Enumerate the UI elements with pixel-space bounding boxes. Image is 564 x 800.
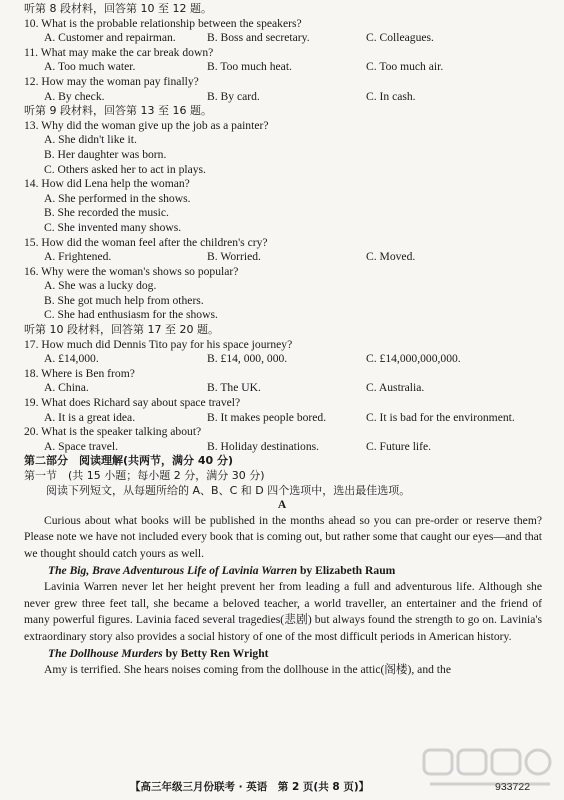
- q20-option-c: C. Future life.: [366, 439, 432, 453]
- q18-option-c: C. Australia.: [366, 381, 425, 395]
- q10-option-c: C. Colleagues.: [366, 31, 434, 45]
- question-15: 15. How did the woman feel after the children's cry?: [24, 235, 268, 249]
- question-17: 17. How much did Dennis Tito pay for his space journey?: [24, 337, 293, 351]
- q19-option-c: C. It is bad for the environment.: [366, 410, 515, 424]
- question-11-options: [0, 60, 564, 75]
- book-1-description: Lavinia Warren never let her height prevent her from leading a full and adventurous life. Although she never grew three feet tall, she became a beloved teacher, a world traveller, an entertainer and the friend of many powerful figures. Lavinia faced several tragedies(悲剧) but always found the strength to go on. Lavinia's extraordinary story also provides a social history of one of the most difficult periods in American history.: [24, 580, 542, 643]
- question-18: 18. Where is Ben from?: [24, 366, 135, 380]
- question-11: 11. What may make the car break down?: [24, 45, 214, 59]
- q19-option-b: B. It makes people bored.: [207, 410, 327, 424]
- question-20: 20. What is the speaker talking about?: [24, 425, 202, 439]
- question-19: 19. What does Richard say about space travel?: [24, 396, 241, 410]
- book-2-title: The Dollhouse Murders: [48, 646, 163, 660]
- q16-option-b: B. She got much help from others.: [44, 293, 204, 307]
- question-18-options: [0, 381, 564, 396]
- part-2-heading: 第二部分 阅读理解(共两节，满分 40 分): [24, 454, 234, 468]
- question-20-options: [0, 440, 564, 455]
- question-16: 16. Why were the woman's shows so popular?: [24, 264, 239, 278]
- q16-option-a: A. She was a lucky dog.: [44, 279, 157, 293]
- passage-a: [0, 513, 564, 679]
- question-14: 14. How did Lena help the woman?: [24, 177, 190, 191]
- watermark-logo-icon: [420, 746, 560, 794]
- section-8-instruction: 听第 8 段材料，回答第 10 至 12 题。: [24, 2, 212, 15]
- q12-option-a: A. By check.: [44, 89, 105, 103]
- question-12: 12. How may the woman pay finally?: [24, 74, 199, 88]
- q11-option-c: C. Too much air.: [366, 60, 444, 74]
- q17-option-b: B. £14, 000, 000.: [207, 352, 288, 366]
- passage-label: A: [277, 498, 287, 512]
- q15-option-c: C. Moved.: [366, 250, 416, 264]
- q13-option-a: A. She didn't like it.: [44, 133, 137, 147]
- footer-text: 【高三年级三月份联考 · 英语 第 2 页(共 8 页)】: [130, 781, 370, 793]
- question-12-options: [0, 90, 564, 105]
- question-10: 10. What is the probable relationship between the speakers?: [24, 16, 302, 30]
- book-1-author: by Elizabeth Raum: [297, 563, 396, 577]
- q20-option-b: B. Holiday destinations.: [207, 439, 320, 453]
- book-1-heading: [24, 563, 542, 580]
- section-10-instruction: 听第 10 段材料，回答第 17 至 20 题。: [24, 323, 219, 337]
- q10-option-b: B. Boss and secretary.: [207, 31, 310, 45]
- q15-option-a: A. Frightened.: [44, 250, 112, 264]
- book-2-heading: [24, 646, 542, 663]
- question-10-options: [0, 31, 564, 46]
- exam-page: [0, 2, 564, 679]
- q18-option-b: B. The UK.: [207, 381, 261, 395]
- q17-option-c: C. £14,000,000,000.: [366, 352, 461, 366]
- section-1-heading: 第一节 (共 15 小题；每小题 2 分，满分 30 分): [24, 469, 265, 482]
- q19-option-a: A. It is a great idea.: [44, 410, 136, 424]
- book-2-description: Amy is terrified. She hears noises coming from the dollhouse in the attic(阁楼), and the: [44, 663, 451, 677]
- question-17-options: [0, 352, 564, 367]
- q13-option-b: B. Her daughter was born.: [44, 147, 167, 161]
- q13-option-c: C. Others asked her to act in plays.: [44, 162, 206, 176]
- section-9-instruction: 听第 9 段材料，回答第 13 至 16 题。: [24, 104, 212, 118]
- q10-option-a: A. Customer and repairman.: [44, 31, 176, 45]
- passage-intro: Curious about what books will be published in the months ahead so you can pre-order or reserve them? Please note we have not included every book that is coming out, but rather some that caught our eyes—and that we thought should catch yours as well.: [24, 513, 542, 560]
- reading-instruction: 阅读下列短文，从每题所给的 A、B、C 和 D 四个选项中，选出最佳选项。: [46, 483, 411, 497]
- q11-option-a: A. Too much water.: [44, 60, 136, 74]
- question-13: 13. Why did the woman give up the job as a painter?: [24, 118, 269, 132]
- q15-option-b: B. Worried.: [207, 250, 261, 264]
- q18-option-a: A. China.: [44, 381, 89, 395]
- question-15-options: [0, 250, 564, 265]
- book-2-author: by Betty Ren Wright: [162, 646, 269, 660]
- q14-option-c: C. She invented many shows.: [44, 220, 182, 234]
- q14-option-b: B. She recorded the music.: [44, 206, 169, 220]
- q14-option-a: A. She performed in the shows.: [44, 191, 191, 205]
- q20-option-a: A. Space travel.: [44, 439, 119, 453]
- q17-option-a: A. £14,000.: [44, 352, 99, 366]
- footer-code: 933722: [495, 781, 531, 793]
- q12-option-c: C. In cash.: [366, 89, 416, 103]
- book-1-title: The Big, Brave Adventurous Life of Lavinia Warren: [48, 563, 298, 577]
- q16-option-c: C. She had enthusiasm for the shows.: [44, 308, 218, 322]
- q12-option-b: B. By card.: [207, 89, 260, 103]
- question-19-options: [0, 411, 564, 426]
- q11-option-b: B. Too much heat.: [207, 60, 292, 74]
